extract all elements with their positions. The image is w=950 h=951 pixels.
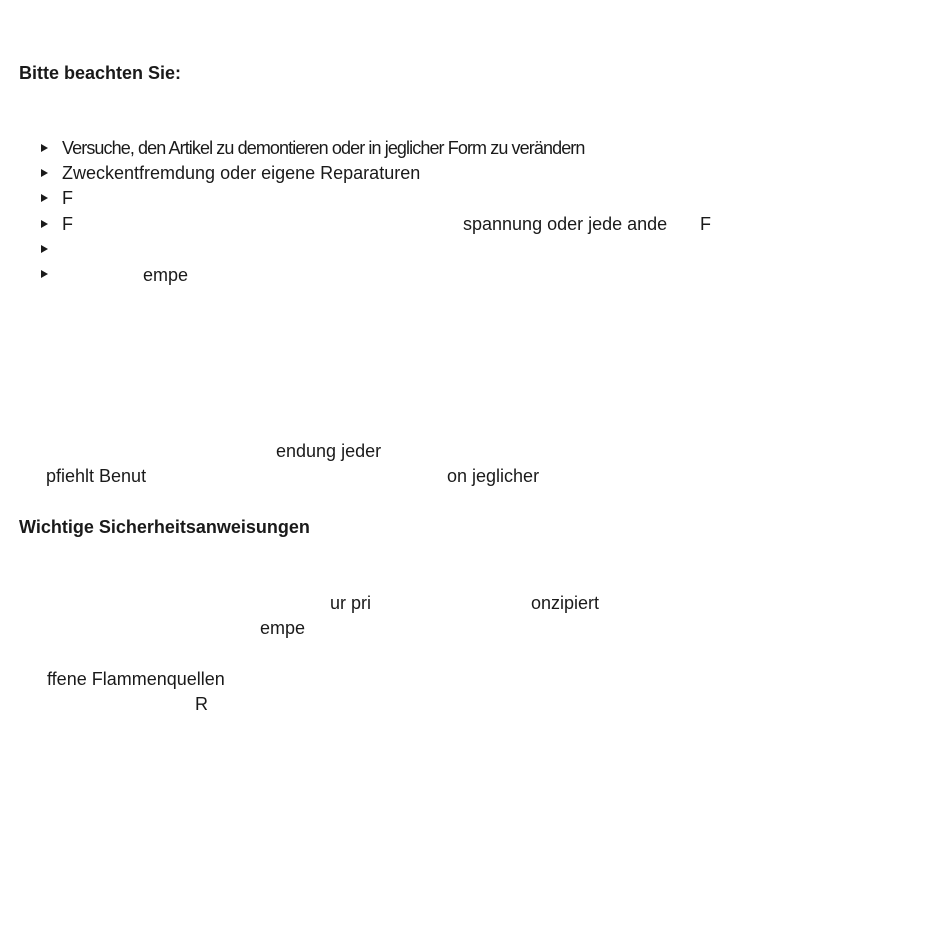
list-item: F bbox=[62, 188, 73, 208]
bullet-marker bbox=[41, 194, 48, 202]
paragraph-fragment: pfiehlt Benut bbox=[46, 466, 147, 486]
list-item-fragment: empe bbox=[143, 265, 189, 285]
list-item-fragment: spannung oder jede ande bbox=[463, 214, 668, 234]
bullet-marker bbox=[41, 270, 48, 278]
paragraph-fragment: on jeglicher bbox=[447, 466, 540, 486]
bullet-marker bbox=[41, 220, 48, 228]
list-item: F bbox=[62, 214, 73, 234]
safety-fragment: empe bbox=[260, 618, 306, 638]
safety-heading: Wichtige Sicherheitsanweisungen bbox=[19, 517, 310, 537]
list-item-fragment: F bbox=[700, 214, 711, 234]
paragraph-fragment: endung jeder bbox=[276, 441, 382, 461]
list-item: Versuche, den Artikel zu demontieren oder in jeglicher Form zu verändern bbox=[62, 138, 585, 158]
safety-fragment: R bbox=[195, 694, 208, 714]
bullet-marker bbox=[41, 144, 48, 152]
safety-fragment: ffene Flammenquellen bbox=[47, 669, 225, 689]
safety-fragment: onzipiert bbox=[531, 593, 600, 613]
bullet-marker bbox=[41, 169, 48, 177]
list-item: Zweckentfremdung oder eigene Reparaturen bbox=[62, 163, 421, 183]
safety-fragment: ur pri bbox=[330, 593, 372, 613]
bullet-marker bbox=[41, 245, 48, 253]
note-heading: Bitte beachten Sie: bbox=[19, 63, 182, 83]
